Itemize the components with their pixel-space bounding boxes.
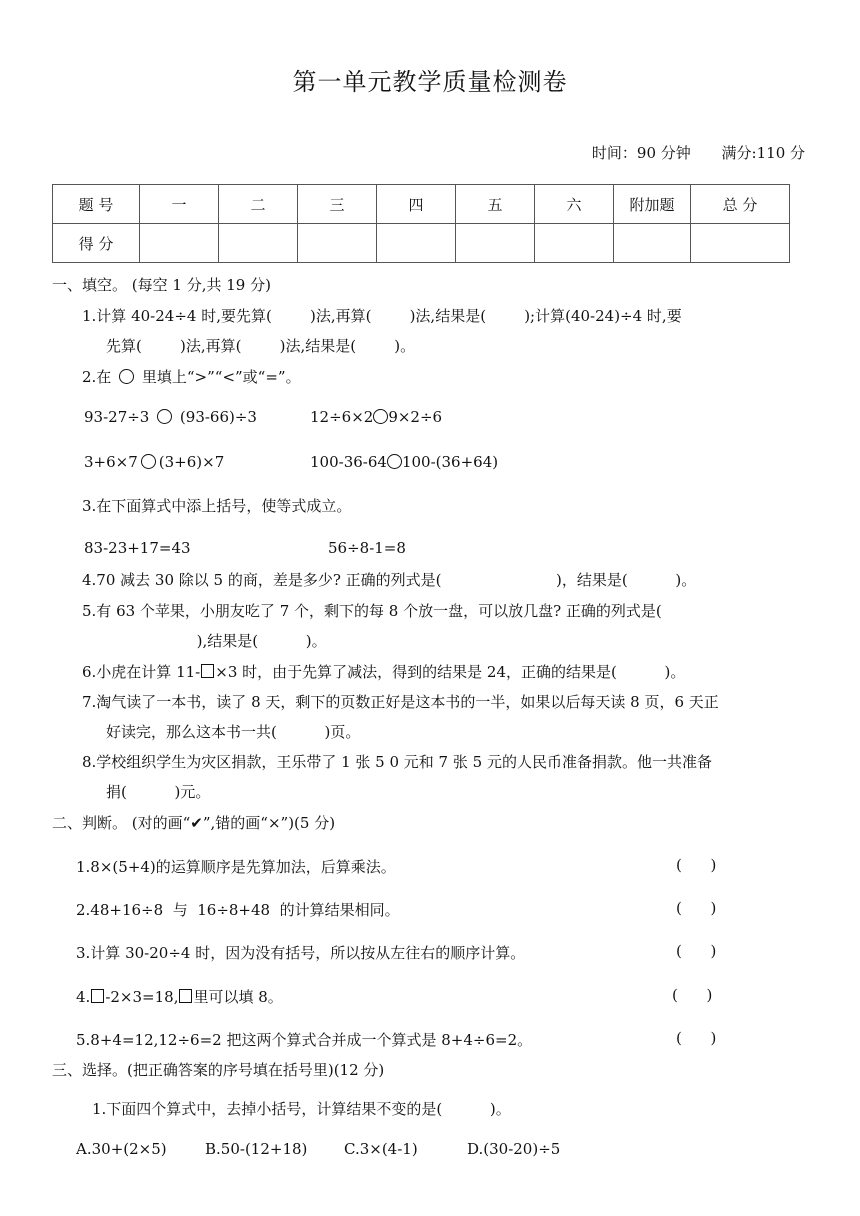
score-cell[interactable] (377, 224, 456, 263)
blank-box-icon (179, 989, 192, 1003)
compare-circle-icon[interactable] (387, 454, 402, 469)
exam-time: 时间：90 分钟 (591, 144, 691, 162)
score-table-header-row (53, 185, 790, 224)
choice-question-1: 1.下面四个算式中，去掉小括号，计算结果不变的是( )。 (92, 1100, 511, 1118)
judge-item-4-prefix: 4. (76, 988, 91, 1006)
score-header-cell: 一 (140, 185, 219, 224)
judge-answer-blank[interactable]: ( ) (672, 986, 713, 1004)
judge-answer-blank[interactable]: ( ) (676, 856, 717, 874)
score-cell[interactable] (298, 224, 377, 263)
score-table-score-row (53, 224, 790, 263)
section-2-heading: 二、判断。 (对的画“✔”,错的画“×”)(5 分) (52, 814, 336, 832)
score-row-label: 得 分 (53, 224, 140, 263)
choice-option-c[interactable]: C.3×(4-1) (344, 1140, 418, 1158)
judge-item-5: 5.8+4=12,12÷6=2 把这两个算式合并成一个算式是 8+4÷6=2。 (76, 1031, 533, 1049)
judge-item-1: 1.8×(5+4)的运算顺序是先算加法，后算乘法。 (76, 858, 396, 876)
blank-box-icon (201, 664, 214, 678)
exam-full-score: 满分:110 分 (721, 144, 805, 162)
compare-item (310, 453, 498, 471)
equation-item: 83-23+17=43 (84, 539, 191, 557)
question-1-8-line-1: 8.学校组织学生为灾区捐款，王乐带了 1 张 5 0 元和 7 张 5 元的人民币准备捐款。他一共准备 (82, 753, 712, 771)
score-cell[interactable] (219, 224, 298, 263)
score-header-cell: 二 (219, 185, 298, 224)
section-3-heading: 三、选择。(把正确答案的序号填在括号里)(12 分) (52, 1061, 385, 1079)
score-header-cell: 三 (298, 185, 377, 224)
judge-answer-blank[interactable]: ( ) (676, 942, 717, 960)
judge-item-2: 2.48+16÷8 与 16÷8+48 的计算结果相同。 (76, 901, 400, 919)
choice-option-b[interactable]: B.50-(12+18) (205, 1140, 308, 1158)
compare-right: 9×2÷6 (388, 408, 443, 426)
question-1-6-prefix: 6.小虎在计算 11- (82, 663, 201, 681)
score-header-cell: 题 号 (53, 185, 140, 224)
score-header-cell: 六 (535, 185, 614, 224)
choice-option-a[interactable]: A.30+(2×5) (76, 1140, 167, 1158)
question-1-7-line-2: 好读完，那么这本书一共( )页。 (106, 723, 361, 741)
question-1-5-line-2: ),结果是( )。 (106, 632, 327, 650)
page-title: 第一单元教学质量检测卷 (292, 68, 568, 96)
compare-circle-icon (119, 369, 134, 384)
score-cell[interactable] (691, 224, 790, 263)
score-header-cell: 总 分 (691, 185, 790, 224)
compare-left: 12÷6×2 (310, 408, 374, 426)
question-1-1-line-2: 先算( )法,再算( )法,结果是( )。 (106, 337, 416, 355)
choice-option-d[interactable]: D.(30-20)÷5 (467, 1140, 561, 1158)
compare-item (310, 408, 442, 426)
question-1-6 (82, 661, 685, 682)
section-1-heading: 一、填空。 (每空 1 分,共 19 分) (52, 276, 271, 294)
compare-left: 93-27÷3 (84, 408, 150, 426)
question-1-6-suffix: ×3 时，由于先算了减法，得到的结果是 24，正确的结果是( )。 (215, 663, 686, 681)
judge-answer-blank[interactable]: ( ) (676, 1029, 717, 1047)
score-header-cell: 四 (377, 185, 456, 224)
compare-circle-icon[interactable] (373, 409, 388, 424)
score-cell[interactable] (614, 224, 691, 263)
score-header-cell: 附加题 (614, 185, 691, 224)
question-1-4: 4.70 减去 30 除以 5 的商，差是多少? 正确的列式是( )，结果是( )。 (82, 571, 697, 589)
exam-meta (566, 142, 805, 163)
compare-left: 3+6×7 (84, 453, 138, 471)
question-1-5-line-1: 5.有 63 个苹果，小朋友吃了 7 个，剩下的每 8 个放一盘，可以放几盘? 正确的列式是( (82, 602, 662, 620)
score-cell[interactable] (140, 224, 219, 263)
compare-right: (93-66)÷3 (179, 408, 257, 426)
compare-item (84, 453, 224, 471)
score-cell[interactable] (535, 224, 614, 263)
compare-circle-icon[interactable] (141, 454, 156, 469)
question-1-2 (82, 366, 301, 387)
score-table (52, 184, 790, 263)
question-1-2-prefix: 2.在 (82, 368, 112, 386)
score-cell[interactable] (456, 224, 535, 263)
question-1-2-suffix: 里填上“>”“<”或“=”。 (141, 368, 301, 386)
score-header-cell: 五 (456, 185, 535, 224)
question-1-1-line-1: 1.计算 40-24÷4 时,要先算( )法,再算( )法,结果是( );计算(40-24)÷4 时,要 (82, 307, 682, 325)
compare-circle-icon[interactable] (157, 409, 172, 424)
judge-answer-blank[interactable]: ( ) (676, 899, 717, 917)
judge-item-4-mid: -2×3=18, (105, 988, 179, 1006)
question-1-3: 3.在下面算式中添上括号，使等式成立。 (82, 497, 352, 515)
equation-item: 56÷8-1=8 (328, 539, 406, 557)
judge-item-4 (76, 986, 283, 1007)
blank-box-icon (91, 989, 104, 1003)
question-1-7-line-1: 7.淘气读了一本书，读了 8 天，剩下的页数正好是这本书的一半，如果以后每天读 8 页，6 天正 (82, 693, 719, 711)
judge-item-3: 3.计算 30-20÷4 时，因为没有括号，所以按从左往右的顺序计算。 (76, 944, 526, 962)
judge-item-4-suffix: 里可以填 8。 (193, 988, 283, 1006)
question-1-8-line-2: 捐( )元。 (106, 783, 211, 801)
compare-left: 100-36-64 (310, 453, 387, 471)
compare-right: 100-(36+64) (401, 453, 499, 471)
compare-right: (3+6)×7 (158, 453, 225, 471)
compare-item (84, 408, 257, 426)
